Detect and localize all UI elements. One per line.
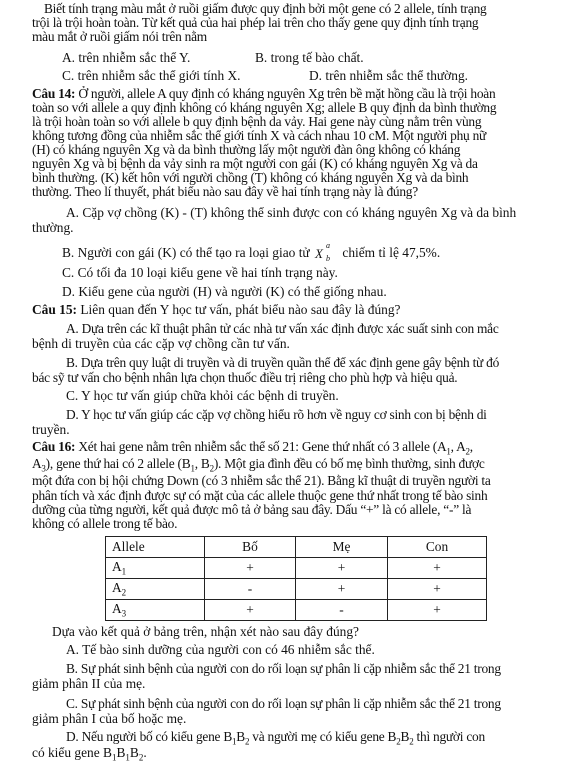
q15-option-b-line-1: B. Dựa trên quy luật di truyền và di truyền quần thể để xác định gene gây bệnh từ đó (66, 355, 500, 370)
table-cell: + (388, 579, 487, 600)
q16-label: Câu 16: (32, 439, 76, 454)
table-cell: + (388, 600, 487, 621)
intro-line-1: Biết tính trạng màu mắt ở ruồi giấm được quy định bởi một gene có 2 allele, tính trạng (44, 1, 487, 16)
table-header-child: Con (388, 537, 487, 558)
table-cell: - (296, 600, 388, 621)
table-cell: + (296, 579, 388, 600)
q16-line-3: một đứa con bị hội chứng Down (có 3 nhiễm sắc thể 21). Bằng kĩ thuật di truyền người ta (32, 473, 491, 488)
intro-option-a: A. trên nhiễm sắc thể Y. (62, 50, 191, 65)
q16-option-d-line-1: D. Nếu người bố có kiểu gene $B_1B_2$ và người mẹ có kiểu gene $B_2B_2$ thì người con (66, 729, 485, 747)
q14-line-6: nguyên Xg và bị bệnh da vảy sinh ra một người con gái (K) có kháng nguyên Xg và da (32, 156, 478, 171)
q15-option-c: C. Y học tư vấn giúp chữa khỏi các bệnh di truyền. (66, 388, 339, 403)
intro-line-3: màu mắt ở ruồi giấm nói trên nằm (32, 29, 207, 44)
q14-line-3: là trội hoàn toàn so với allele b quy định bệnh da vảy. Hai gene này cùng nằm trên vùng (32, 114, 482, 129)
q14-line-5: (H) có kháng nguyên Xg và da bình thường lấy một người đàn ông không có kháng (32, 142, 461, 157)
q15-label: Câu 15: (32, 302, 78, 317)
intro-option-d: D. trên nhiễm sắc thể thường. (309, 68, 468, 83)
table-row (106, 579, 487, 600)
q16-line-6: không có allele trong tế bào. (32, 516, 178, 531)
table-cell: - (205, 579, 296, 600)
q16-line-1: Câu 16: Xét hai gene nằm trên nhiễm sắc thể số 21: Gene thứ nhất có 3 allele ($A_1$, $A_2$, (32, 439, 473, 457)
q14-option-a-line-1: A. Cặp vợ chồng (K) - (T) không thể sinh được con có kháng nguyên Xg và da bình (66, 205, 517, 220)
q14-line-4: không tương đồng của nhiễm sắc thể giới tính X và cách nhau 10 cM. Một người phụ nữ (32, 128, 487, 143)
table-row (106, 558, 487, 579)
q16-line-4: phân tích và xác định được sự có mặt của các allele thuộc gene thứ nhất trong tế bào sinh (32, 488, 488, 503)
q15-stem: Câu 15: Liên quan đến Y học tư vấn, phát biểu nào sau đây là đúng? (32, 302, 401, 317)
q14-line-7: bình thường. (K) kết hôn với người chồng (T) không có kháng nguyên Xg và da bình (32, 170, 469, 185)
table-cell: + (205, 600, 296, 621)
q15-option-b-line-2: bác sỹ tư vấn cho bệnh nhân lựa chọn thuốc điều trị riêng cho phù hợp và hiệu quả. (32, 370, 458, 385)
table-cell: + (205, 558, 296, 579)
q16-option-d-line-2: có kiểu gene $B_1B_1B_2$. (32, 745, 147, 763)
q14-option-b: B. Người con gái (K) có thể tạo ra loại giao tử X a b chiếm tỉ lệ 47,5%. (62, 240, 441, 263)
q16-option-c-line-1: C. Sự phát sinh bệnh của người con do rối loạn sự phân li cặp nhiễm sắc thể 21 trong (66, 696, 501, 711)
allele-table (105, 536, 487, 621)
table-cell-allele: $A_1$ (106, 558, 205, 579)
q16-line-2: $A_3$), gene thứ hai có 2 allele ($B_1$, $B_2$). Một gia đình đều có bố mẹ bình thường, sinh được (32, 456, 485, 474)
q14-line-2: toàn so với allele a quy định không có kháng nguyên Xg; allele B quy định da bình thường (32, 100, 497, 115)
intro-option-c: C. trên nhiễm sắc thể giới tính X. (62, 68, 241, 83)
table-cell-allele: $A_2$ (106, 579, 205, 600)
q16-option-b-line-1: B. Sự phát sinh bệnh của người con do rối loạn sự phân li cặp nhiễm sắc thể 21 trong (66, 661, 501, 676)
q15-option-a-line-1: A. Dựa trên các kĩ thuật phân tử các nhà tư vấn xác định được xác suất sinh con mắc (66, 321, 499, 336)
q14-label: Câu 14: (32, 86, 76, 101)
q15-option-d-line-2: truyền. (32, 422, 70, 437)
table-header-father: Bố (205, 537, 296, 558)
intro-option-b: B. trong tế bào chất. (255, 50, 364, 65)
q14-option-a-line-2: thường. (32, 220, 74, 235)
table-header-allele: Allele (106, 537, 205, 558)
q16-option-a: A. Tế bào sinh dưỡng của người con có 46 nhiễm sắc thể. (66, 642, 375, 657)
q15-option-d-line-1: D. Y học tư vấn giúp các cặp vợ chồng hiểu rõ hơn về nguy cơ sinh con bị bệnh di (66, 407, 487, 422)
table-cell-allele: $A_3$ (106, 600, 205, 621)
q14-option-d: D. Kiểu gene của người (H) và người (K) có thể giống nhau. (62, 284, 387, 299)
gamete-notation: X a b (315, 240, 331, 263)
q14-line-8: thường. Theo lí thuyết, phát biểu nào sau đây về hai tính trạng này là đúng? (32, 184, 418, 199)
table-cell: + (388, 558, 487, 579)
table-header-row (106, 537, 487, 558)
q15-option-a-line-2: bệnh di truyền của các cặp vợ chồng cần tư vấn. (32, 336, 290, 351)
q16-line-5: dưỡng của từng người, kết quả được mô tả ở bảng sau đây. Dấu “+” là có allele, “-” là (32, 502, 472, 517)
q14-option-c: C. Có tối đa 10 loại kiểu gene về hai tính trạng này. (62, 265, 338, 280)
intro-line-2: trội là trội hoàn toàn. Từ kết quả của hai phép lai trên cho thấy gene quy định tính trạng (32, 15, 479, 30)
table-row (106, 600, 487, 621)
q16-option-c-line-2: giảm phân I của bố hoặc mẹ. (32, 711, 187, 726)
q16-stem: Dựa vào kết quả ở bảng trên, nhận xét nào sau đây đúng? (52, 624, 359, 639)
table-header-mother: Mẹ (296, 537, 388, 558)
table-cell: + (296, 558, 388, 579)
q16-option-b-line-2: giảm phân II của mẹ. (32, 676, 146, 691)
q14-line-1: Câu 14: Ở người, allele A quy định có kháng nguyên Xg trên bề mặt hồng cầu là trội hoàn (32, 86, 496, 101)
